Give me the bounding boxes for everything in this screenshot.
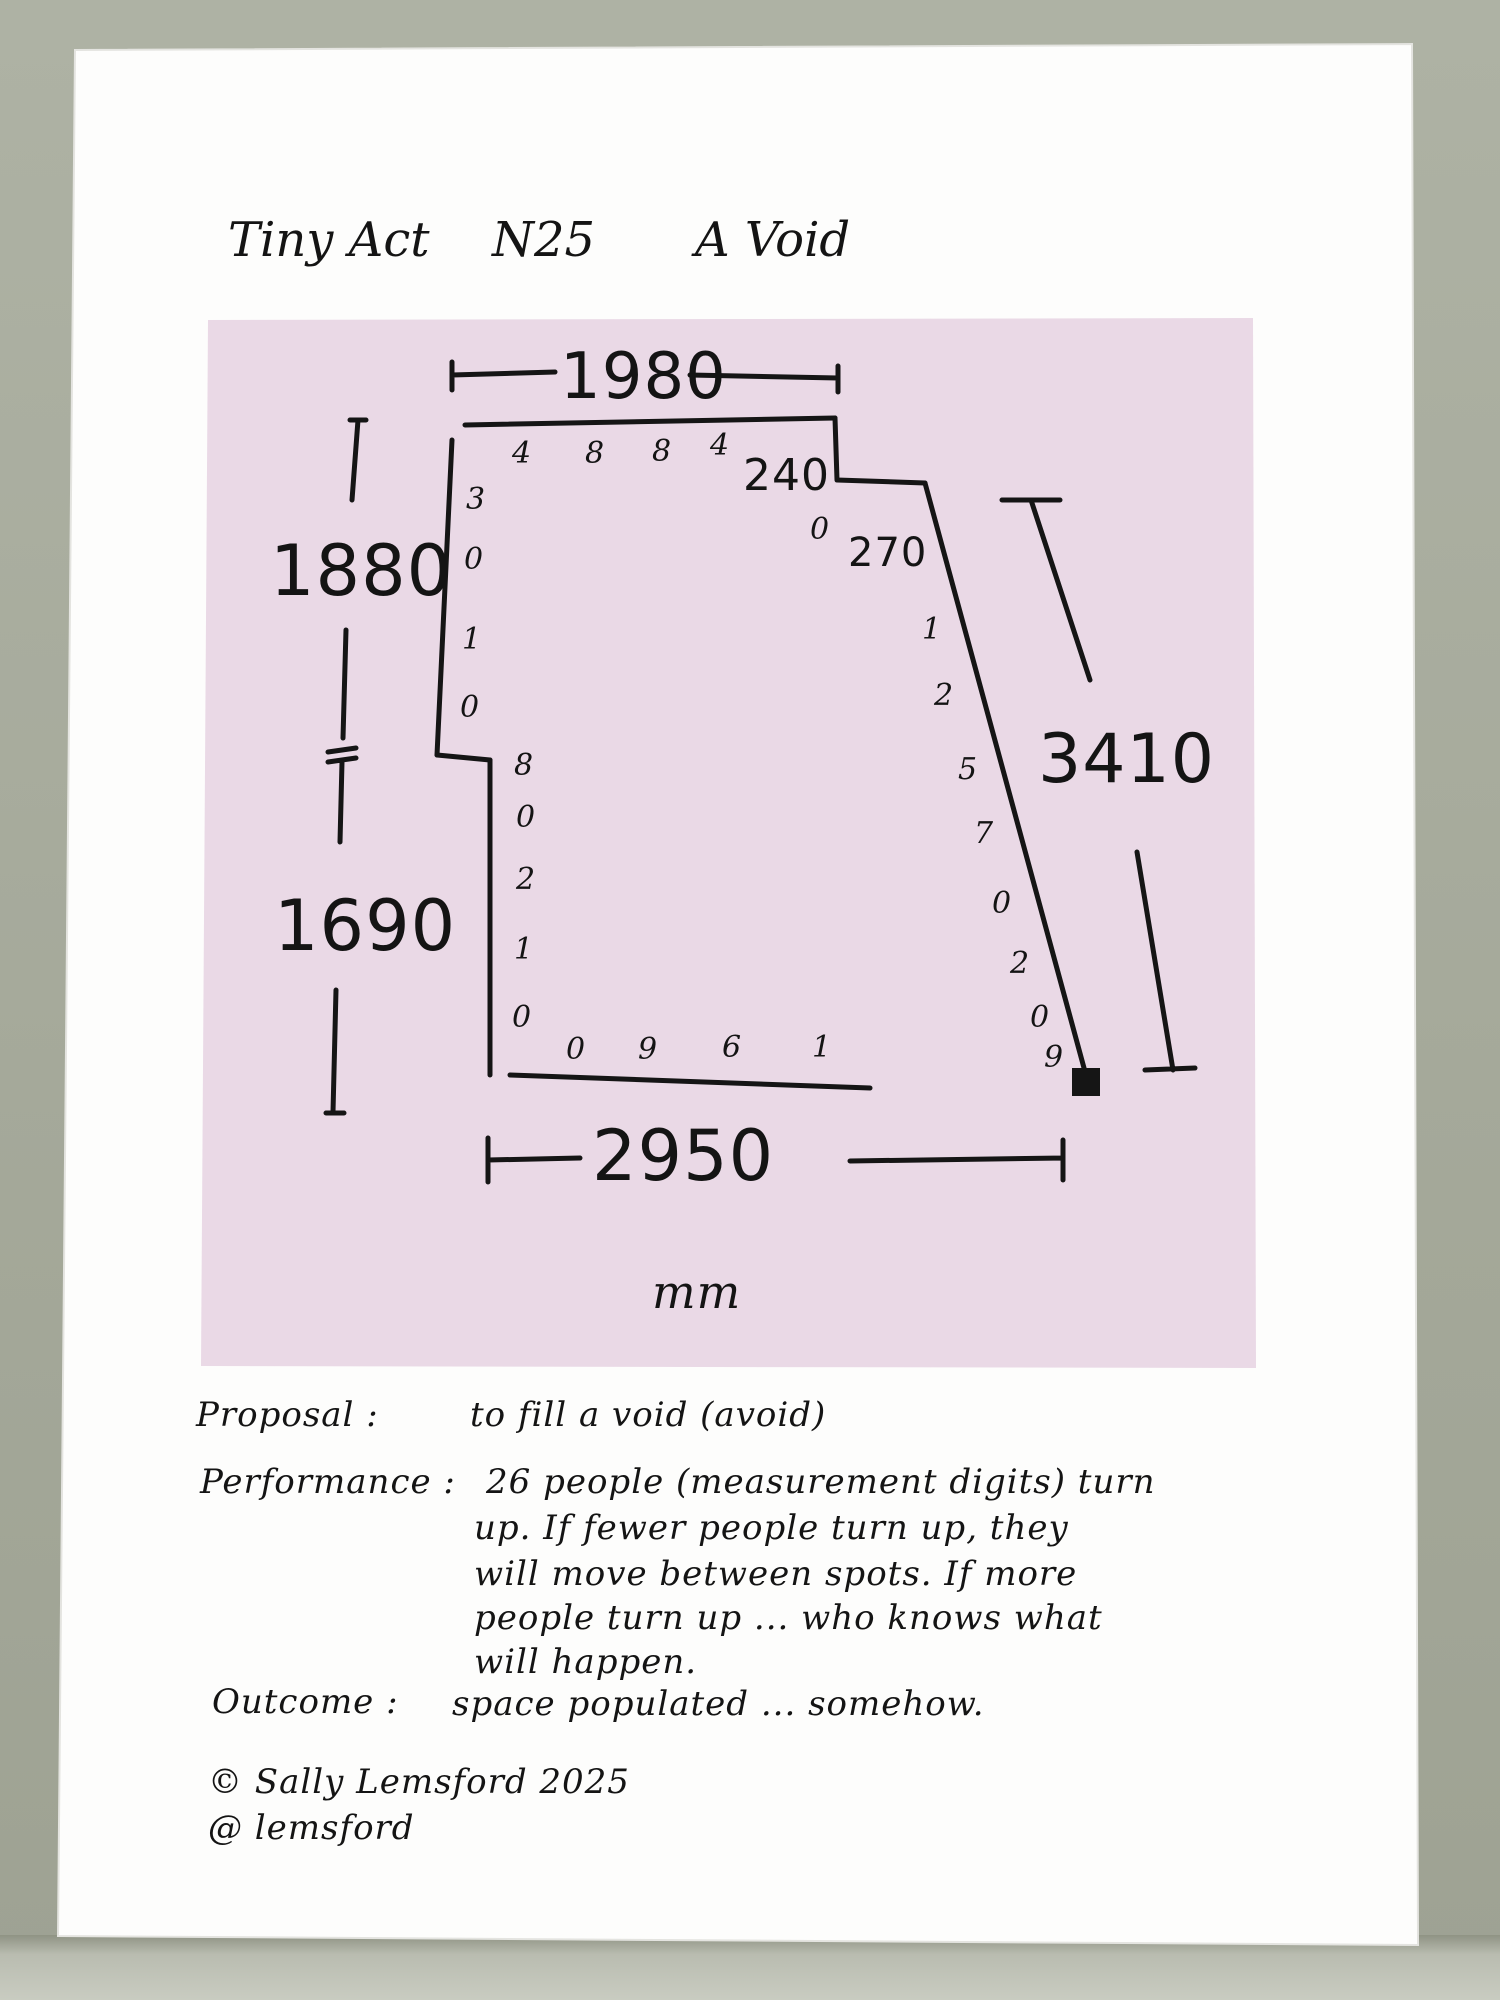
title-number: N25	[492, 212, 596, 268]
copyright-text: © Sally Lemsford 2025	[208, 1762, 630, 1802]
digit-bottom-4: 1	[812, 1030, 833, 1065]
title-name: A Void	[695, 212, 851, 268]
pink-panel	[201, 318, 1256, 1368]
digit-left-lower-5: 0	[512, 1000, 533, 1035]
digit-right-5: 7	[974, 816, 995, 851]
performance-line-4: people turn up ... who knows what	[474, 1598, 1103, 1638]
dim-label-notch-side: 270	[848, 530, 928, 576]
digit-bottom-3: 6	[722, 1030, 743, 1065]
digit-right-4: 5	[958, 752, 979, 787]
outcome-text: space populated ... somehow.	[452, 1684, 985, 1724]
digit-left-lower-1: 8	[514, 748, 535, 783]
proposal-label: Proposal :	[196, 1395, 379, 1435]
dim-label-notch-top: 240	[743, 450, 830, 501]
digit-left-lower-4: 1	[514, 932, 535, 967]
dim-label-top: 1980	[560, 340, 727, 414]
outcome-label: Outcome :	[212, 1682, 399, 1722]
corner-marker	[1072, 1068, 1100, 1096]
performance-line-3: will move between spots. If more	[474, 1554, 1078, 1594]
title-act: Tiny Act	[228, 212, 430, 268]
handle-text: @ lemsford	[208, 1808, 415, 1848]
digit-top-2: 8	[585, 436, 606, 471]
digit-top-1: 4	[512, 436, 533, 471]
digit-top-3: 8	[652, 434, 673, 469]
digit-right-7: 2	[1010, 946, 1031, 981]
digit-left-upper-1: 3	[466, 482, 487, 517]
performance-line-5: will happen.	[474, 1642, 698, 1682]
dim-label-bottom: 2950	[592, 1115, 775, 1197]
digit-bottom-2: 9	[638, 1032, 659, 1067]
dim-label-right: 3410	[1038, 720, 1216, 799]
dim-label-left-lower: 1690	[274, 885, 457, 967]
digit-right-2: 1	[922, 612, 943, 647]
digit-left-lower-2: 0	[516, 800, 537, 835]
digit-left-lower-3: 2	[516, 862, 537, 897]
dim-label-left-upper: 1880	[270, 530, 453, 612]
performance-line-1: 26 people (measurement digits) turn	[486, 1462, 1156, 1502]
digit-right-9: 9	[1044, 1040, 1065, 1075]
digit-left-upper-3: 1	[462, 622, 483, 657]
digit-left-upper-2: 0	[464, 542, 485, 577]
performance-line-2: up. If fewer people turn up, they	[474, 1508, 1069, 1548]
digit-right-3: 2	[934, 678, 955, 713]
digit-bottom-1: 0	[566, 1032, 587, 1067]
proposal-text: to fill a void (avoid)	[470, 1395, 827, 1435]
digit-right-1: 0	[810, 512, 831, 547]
performance-label: Performance :	[200, 1462, 456, 1502]
dim-label-unit: mm	[652, 1265, 742, 1319]
digit-right-6: 0	[992, 886, 1013, 921]
digit-left-upper-4: 0	[460, 690, 481, 725]
digit-right-8: 0	[1030, 1000, 1051, 1035]
digit-top-4: 4	[710, 428, 731, 463]
